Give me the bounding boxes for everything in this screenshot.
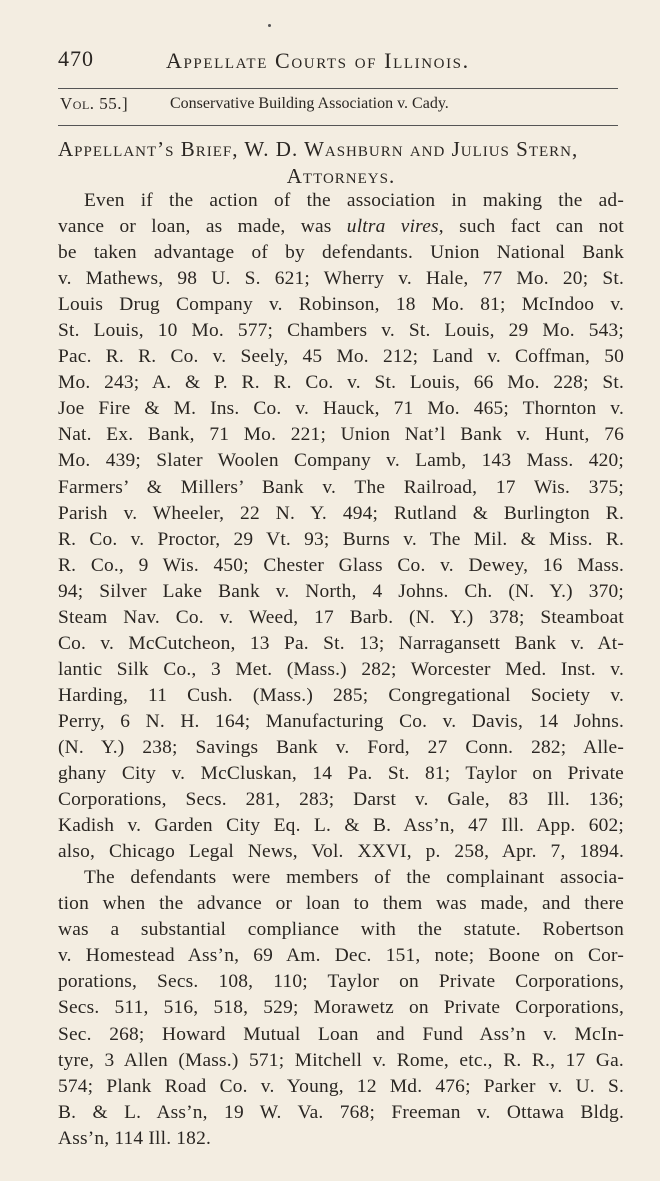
- text-line: Sec. 268; Howard Mutual Loan and Fund Ass’n v. McIn-: [58, 1023, 624, 1045]
- italic-term: ultra vires: [346, 216, 439, 238]
- text-line: 94; Silver Lake Bank v. North, 4 Johns. Ch. (N. Y.) 370;: [58, 580, 624, 602]
- brief-heading-line-2: Attorneys.: [286, 164, 396, 188]
- text-line: Kadish v. Garden City Eq. L. & B. Ass’n, 47 Ill. App. 602;: [58, 815, 624, 837]
- text-line: R. Co. v. Proctor, 29 Vt. 93; Burns v. The Mil. & Miss. R.: [58, 528, 624, 550]
- text-line: also, Chicago Legal News, Vol. XXVI, p. 258, Apr. 7, 1894.: [58, 841, 624, 863]
- brief-heading: [58, 136, 624, 189]
- text-line: be taken advantage of by defendants. Union National Bank: [58, 242, 624, 264]
- text-line: Corporations, Secs. 281, 283; Darst v. Gale, 83 Ill. 136;: [58, 789, 624, 811]
- text-line: Joe Fire & M. Ins. Co. v. Hauck, 71 Mo. 465; Thornton v.: [58, 398, 624, 420]
- text-line-with-italic: [58, 214, 624, 240]
- text-line: Parish v. Wheeler, 22 N. Y. 494; Rutland & Burlington R.: [58, 502, 624, 524]
- text-line: Perry, 6 N. H. 164; Manufacturing Co. v. Davis, 14 Johns.: [58, 710, 624, 732]
- text-line: St. Louis, 10 Mo. 577; Chambers v. St. Louis, 29 Mo. 543;: [58, 320, 624, 342]
- text-fragment: vance or loan, as made, was: [58, 216, 332, 238]
- text-line: (N. Y.) 238; Savings Bank v. Ford, 27 Conn. 282; Alle-: [58, 736, 624, 758]
- text-line: Pac. R. R. Co. v. Seely, 45 Mo. 212; Land v. Coffman, 50: [58, 346, 624, 368]
- text-line: tyre, 3 Allen (Mass.) 571; Mitchell v. Rome, etc., R. R., 17 Ga.: [58, 1049, 624, 1071]
- text-line: Secs. 511, 516, 518, 529; Morawetz on Private Corporations,: [58, 997, 624, 1019]
- text-line: was a substantial compliance with the statute. Robertson: [58, 919, 624, 941]
- text-line: The defendants were members of the complainant associa-: [84, 867, 624, 889]
- text-line: Ass’n, 114 Ill. 182.: [58, 1127, 212, 1149]
- text-line: ghany City v. McCluskan, 14 Pa. St. 81; Taylor on Private: [58, 763, 624, 785]
- text-line: Mo. 439; Slater Woolen Company v. Lamb, 143 Mass. 420;: [58, 450, 624, 472]
- text-line: v. Homestead Ass’n, 69 Am. Dec. 151, note; Boone on Cor-: [58, 945, 624, 967]
- text-line: Co. v. McCutcheon, 13 Pa. St. 13; Narragansett Bank v. At-: [58, 632, 624, 654]
- text-line: Louis Drug Company v. Robinson, 18 Mo. 81; McIndoo v.: [58, 294, 624, 316]
- text-line: Mo. 243; A. & P. R. R. Co. v. St. Louis, 66 Mo. 228; St.: [58, 372, 624, 394]
- brief-heading-line-1: Appellant’s Brief, W. D. Washburn and Julius Stern,: [58, 137, 579, 161]
- header-rule-bottom: [58, 125, 618, 126]
- text-line: tion when the advance or loan to them was made, and there: [58, 893, 624, 915]
- text-line: porations, Secs. 108, 110; Taylor on Private Corporations,: [58, 971, 624, 993]
- text-line: B. & L. Ass’n, 19 W. Va. 768; Freeman v. Ottawa Bldg.: [58, 1101, 624, 1123]
- volume-label: Vol. 55.]: [60, 94, 129, 113]
- running-head: [58, 42, 528, 76]
- text-line: R. Co., 9 Wis. 450; Chester Glass Co. v. Dewey, 16 Mass.: [58, 554, 624, 576]
- text-line: Steam Nav. Co. v. Weed, 17 Barb. (N. Y.) 378; Steamboat: [58, 606, 624, 628]
- text-line: Even if the action of the association in making the ad-: [84, 190, 624, 211]
- text-line: Harding, 11 Cush. (Mass.) 285; Congregational Society v.: [58, 684, 624, 706]
- case-title: Conservative Building Association v. Cady.: [170, 95, 449, 112]
- page-number: 470: [58, 46, 94, 71]
- header-rule-top: [58, 88, 618, 89]
- body-text: [58, 188, 624, 1152]
- case-line: [58, 92, 618, 120]
- text-line: Farmers’ & Millers’ Bank v. The Railroad, 17 Wis. 375;: [58, 476, 624, 498]
- print-speck: [268, 24, 271, 27]
- text-line: Nat. Ex. Bank, 71 Mo. 221; Union Nat’l Bank v. Hunt, 76: [58, 424, 624, 446]
- text-fragment: , such fact can not: [438, 216, 624, 238]
- running-title: Appellate Courts of Illinois.: [166, 48, 470, 73]
- text-line: v. Mathews, 98 U. S. 621; Wherry v. Hale, 77 Mo. 20; St.: [58, 268, 624, 290]
- text-line: 574; Plank Road Co. v. Young, 12 Md. 476; Parker v. U. S.: [58, 1075, 624, 1097]
- text-line: lantic Silk Co., 3 Met. (Mass.) 282; Worcester Med. Inst. v.: [58, 658, 624, 680]
